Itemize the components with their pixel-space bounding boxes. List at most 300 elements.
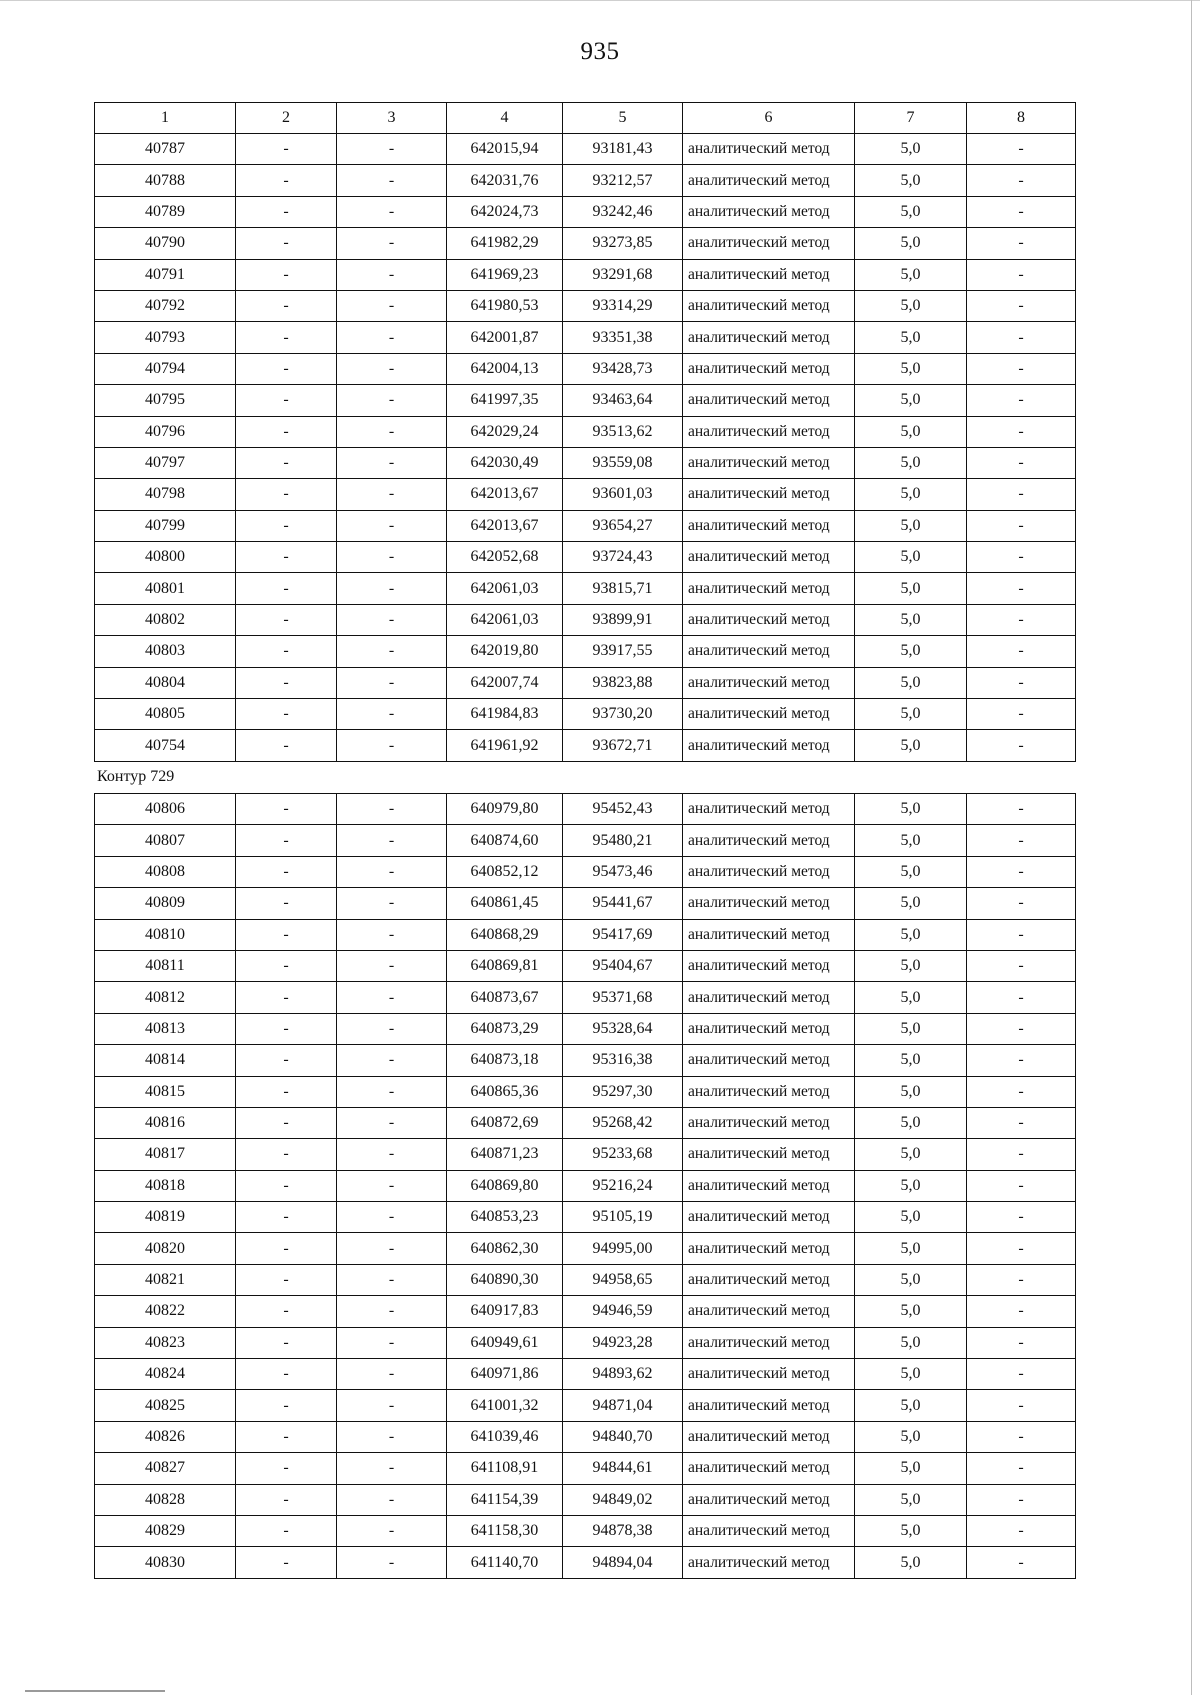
table-cell: аналитический метод bbox=[683, 353, 855, 384]
table-cell: 5,0 bbox=[855, 1264, 967, 1295]
table-row bbox=[95, 228, 1076, 259]
table-cell: 642007,74 bbox=[447, 667, 563, 698]
table-cell: 40803 bbox=[95, 636, 236, 667]
table-cell: - bbox=[337, 1233, 447, 1264]
table-cell: - bbox=[236, 1515, 337, 1546]
table-cell: 95316,38 bbox=[563, 1045, 683, 1076]
table-cell: - bbox=[967, 888, 1076, 919]
table-cell: 5,0 bbox=[855, 950, 967, 981]
table-cell: 641997,35 bbox=[447, 385, 563, 416]
table-cell: аналитический метод bbox=[683, 1390, 855, 1421]
table-cell: 40806 bbox=[95, 794, 236, 825]
table-cell: - bbox=[967, 322, 1076, 353]
table-cell: - bbox=[337, 542, 447, 573]
table-cell: 641961,92 bbox=[447, 730, 563, 761]
table-row bbox=[95, 290, 1076, 321]
table-cell: 640871,23 bbox=[447, 1139, 563, 1170]
table-cell: 5,0 bbox=[855, 1139, 967, 1170]
table-cell: 5,0 bbox=[855, 134, 967, 165]
table-cell: 640917,83 bbox=[447, 1296, 563, 1327]
table-cell: - bbox=[337, 353, 447, 384]
table-cell: 5,0 bbox=[855, 888, 967, 919]
table-cell: - bbox=[236, 1453, 337, 1484]
table-row bbox=[95, 1076, 1076, 1107]
table-cell: 5,0 bbox=[855, 1202, 967, 1233]
table-row bbox=[95, 699, 1076, 730]
table-cell: 5,0 bbox=[855, 794, 967, 825]
table-cell: - bbox=[967, 165, 1076, 196]
page-edge-top bbox=[0, 0, 1200, 1]
table-cell: 640890,30 bbox=[447, 1264, 563, 1295]
table-cell: 40815 bbox=[95, 1076, 236, 1107]
table-cell: аналитический метод bbox=[683, 636, 855, 667]
table-cell: 40813 bbox=[95, 1013, 236, 1044]
table-cell: 5,0 bbox=[855, 290, 967, 321]
table-cell: аналитический метод bbox=[683, 604, 855, 635]
table-cell: 95105,19 bbox=[563, 1202, 683, 1233]
table-cell: - bbox=[236, 1547, 337, 1578]
table-cell: - bbox=[236, 919, 337, 950]
table-cell: 642015,94 bbox=[447, 134, 563, 165]
table-cell: - bbox=[337, 888, 447, 919]
table-cell: 40788 bbox=[95, 165, 236, 196]
table-row bbox=[95, 1515, 1076, 1546]
table-row bbox=[95, 982, 1076, 1013]
table-cell: 640868,29 bbox=[447, 919, 563, 950]
table-row bbox=[95, 196, 1076, 227]
table-cell: 5,0 bbox=[855, 228, 967, 259]
table-row bbox=[95, 667, 1076, 698]
table-cell: 95452,43 bbox=[563, 794, 683, 825]
table-cell: 40817 bbox=[95, 1139, 236, 1170]
table-cell: 40796 bbox=[95, 416, 236, 447]
table-cell: - bbox=[236, 825, 337, 856]
header-cell: 7 bbox=[855, 103, 967, 134]
table-cell: 40804 bbox=[95, 667, 236, 698]
table-cell: 93559,08 bbox=[563, 447, 683, 478]
table-row bbox=[95, 416, 1076, 447]
table-cell: 95441,67 bbox=[563, 888, 683, 919]
table-cell: - bbox=[967, 950, 1076, 981]
table-cell: 642001,87 bbox=[447, 322, 563, 353]
table-cell: - bbox=[337, 510, 447, 541]
table-cell: аналитический метод bbox=[683, 479, 855, 510]
table-cell: - bbox=[337, 290, 447, 321]
table-cell: - bbox=[236, 134, 337, 165]
table-cell: - bbox=[337, 1484, 447, 1515]
table-cell: аналитический метод bbox=[683, 542, 855, 573]
table-cell: 40826 bbox=[95, 1421, 236, 1452]
table-cell: - bbox=[236, 1484, 337, 1515]
table-cell: 5,0 bbox=[855, 604, 967, 635]
table-cell: 95328,64 bbox=[563, 1013, 683, 1044]
table-cell: - bbox=[337, 856, 447, 887]
table-row bbox=[95, 134, 1076, 165]
table-cell: 40794 bbox=[95, 353, 236, 384]
table-cell: 40819 bbox=[95, 1202, 236, 1233]
table-cell: 40814 bbox=[95, 1045, 236, 1076]
table-cell: 40820 bbox=[95, 1233, 236, 1264]
table-cell: аналитический метод bbox=[683, 1359, 855, 1390]
table-cell: - bbox=[337, 1264, 447, 1295]
table-cell: 642004,13 bbox=[447, 353, 563, 384]
table-cell: аналитический метод bbox=[683, 259, 855, 290]
table-cell: 95371,68 bbox=[563, 982, 683, 1013]
table-cell: - bbox=[337, 228, 447, 259]
header-cell: 5 bbox=[563, 103, 683, 134]
table-cell: 93823,88 bbox=[563, 667, 683, 698]
table-cell: 5,0 bbox=[855, 1076, 967, 1107]
table-cell: - bbox=[967, 1264, 1076, 1295]
table-cell: 94840,70 bbox=[563, 1421, 683, 1452]
table-cell: 95233,68 bbox=[563, 1139, 683, 1170]
header-cell: 4 bbox=[447, 103, 563, 134]
table-cell: 40823 bbox=[95, 1327, 236, 1358]
table-cell: 5,0 bbox=[855, 1453, 967, 1484]
header-cell: 8 bbox=[967, 103, 1076, 134]
section-label: Контур 729 bbox=[97, 768, 175, 785]
table-cell: - bbox=[337, 1453, 447, 1484]
table-cell: аналитический метод bbox=[683, 165, 855, 196]
table-cell: 5,0 bbox=[855, 1107, 967, 1138]
table-cell: 40797 bbox=[95, 447, 236, 478]
table-cell: 642061,03 bbox=[447, 573, 563, 604]
table-cell: 95473,46 bbox=[563, 856, 683, 887]
page-number: 935 bbox=[580, 38, 620, 65]
table-cell: - bbox=[967, 730, 1076, 761]
table-cell: - bbox=[337, 667, 447, 698]
table-cell: аналитический метод bbox=[683, 385, 855, 416]
table-cell: - bbox=[337, 919, 447, 950]
table-cell: 5,0 bbox=[855, 479, 967, 510]
table-cell: 94995,00 bbox=[563, 1233, 683, 1264]
table-cell: 641039,46 bbox=[447, 1421, 563, 1452]
table-cell: 641984,83 bbox=[447, 699, 563, 730]
table-cell: 5,0 bbox=[855, 636, 967, 667]
table-cell: - bbox=[337, 825, 447, 856]
table-cell: - bbox=[236, 1202, 337, 1233]
table-cell: 94871,04 bbox=[563, 1390, 683, 1421]
table-cell: - bbox=[967, 1547, 1076, 1578]
table-cell: 40808 bbox=[95, 856, 236, 887]
table-row bbox=[95, 1327, 1076, 1358]
header-cell: 1 bbox=[95, 103, 236, 134]
table-cell: 94893,62 bbox=[563, 1359, 683, 1390]
table-cell: - bbox=[236, 1421, 337, 1452]
table-cell: 642019,80 bbox=[447, 636, 563, 667]
table-cell: 94844,61 bbox=[563, 1453, 683, 1484]
table-cell: аналитический метод bbox=[683, 667, 855, 698]
table-cell: 40787 bbox=[95, 134, 236, 165]
table-cell: - bbox=[236, 416, 337, 447]
table-cell: - bbox=[967, 196, 1076, 227]
table-cell: 94923,28 bbox=[563, 1327, 683, 1358]
table-row bbox=[95, 1390, 1076, 1421]
table-cell: 40792 bbox=[95, 290, 236, 321]
table-cell: аналитический метод bbox=[683, 1170, 855, 1201]
table-cell: - bbox=[337, 1045, 447, 1076]
table-cell: - bbox=[236, 479, 337, 510]
table-cell: аналитический метод bbox=[683, 416, 855, 447]
table-cell: аналитический метод bbox=[683, 699, 855, 730]
table-cell: 5,0 bbox=[855, 165, 967, 196]
table-cell: - bbox=[337, 699, 447, 730]
table-cell: 641154,39 bbox=[447, 1484, 563, 1515]
table-cell: аналитический метод bbox=[683, 1327, 855, 1358]
table-cell: - bbox=[967, 1170, 1076, 1201]
table-cell: - bbox=[236, 1327, 337, 1358]
table-cell: 640865,36 bbox=[447, 1076, 563, 1107]
table-cell: 40795 bbox=[95, 385, 236, 416]
table-cell: - bbox=[967, 1359, 1076, 1390]
table-cell: - bbox=[967, 1390, 1076, 1421]
table-row bbox=[95, 165, 1076, 196]
table-cell: - bbox=[337, 950, 447, 981]
table-cell: - bbox=[337, 1547, 447, 1578]
page-edge-bottom bbox=[25, 1690, 165, 1692]
table-row bbox=[95, 1045, 1076, 1076]
table-cell: 5,0 bbox=[855, 825, 967, 856]
table-cell: - bbox=[967, 982, 1076, 1013]
table-header-row bbox=[95, 103, 1076, 134]
table-cell: 640861,45 bbox=[447, 888, 563, 919]
table-cell: аналитический метод bbox=[683, 1264, 855, 1295]
table-cell: 93351,38 bbox=[563, 322, 683, 353]
table-cell: 5,0 bbox=[855, 982, 967, 1013]
table-cell: - bbox=[967, 259, 1076, 290]
table-cell: - bbox=[337, 1107, 447, 1138]
table-cell: - bbox=[967, 228, 1076, 259]
table-cell: - bbox=[967, 856, 1076, 887]
table-cell: - bbox=[337, 1327, 447, 1358]
table-cell: 40821 bbox=[95, 1264, 236, 1295]
table-cell: аналитический метод bbox=[683, 794, 855, 825]
table-cell: аналитический метод bbox=[683, 888, 855, 919]
table-cell: аналитический метод bbox=[683, 134, 855, 165]
table-cell: аналитический метод bbox=[683, 1139, 855, 1170]
table-cell: - bbox=[236, 228, 337, 259]
table-row bbox=[95, 825, 1076, 856]
table-cell: - bbox=[337, 1202, 447, 1233]
table-row bbox=[95, 1107, 1076, 1138]
table-cell: аналитический метод bbox=[683, 447, 855, 478]
table-cell: 640949,61 bbox=[447, 1327, 563, 1358]
table-cell: 93917,55 bbox=[563, 636, 683, 667]
table-cell: - bbox=[337, 196, 447, 227]
table-cell: - bbox=[967, 1076, 1076, 1107]
table-cell: 640873,29 bbox=[447, 1013, 563, 1044]
table-cell: 641980,53 bbox=[447, 290, 563, 321]
table-cell: - bbox=[236, 1359, 337, 1390]
table-row bbox=[95, 1421, 1076, 1452]
table-cell: - bbox=[236, 1233, 337, 1264]
table-cell: 642024,73 bbox=[447, 196, 563, 227]
table-cell: 94878,38 bbox=[563, 1515, 683, 1546]
table-cell: 40809 bbox=[95, 888, 236, 919]
header-cell: 6 bbox=[683, 103, 855, 134]
table-cell: - bbox=[967, 919, 1076, 950]
table-cell: 641982,29 bbox=[447, 228, 563, 259]
table-cell: - bbox=[337, 1139, 447, 1170]
table-cell: 40790 bbox=[95, 228, 236, 259]
table-row bbox=[95, 573, 1076, 604]
table-cell: 93242,46 bbox=[563, 196, 683, 227]
table-cell: - bbox=[236, 353, 337, 384]
table-cell: аналитический метод bbox=[683, 1013, 855, 1044]
table-cell: 641158,30 bbox=[447, 1515, 563, 1546]
table-cell: 641001,32 bbox=[447, 1390, 563, 1421]
table-cell: - bbox=[236, 1264, 337, 1295]
table-cell: 5,0 bbox=[855, 196, 967, 227]
table-cell: 95216,24 bbox=[563, 1170, 683, 1201]
table-cell: 642030,49 bbox=[447, 447, 563, 478]
table-cell: - bbox=[236, 290, 337, 321]
table-cell: - bbox=[967, 1013, 1076, 1044]
table-cell: аналитический метод bbox=[683, 1515, 855, 1546]
table-cell: - bbox=[337, 730, 447, 761]
table-cell: 640873,67 bbox=[447, 982, 563, 1013]
table-row bbox=[95, 259, 1076, 290]
table-cell: 95417,69 bbox=[563, 919, 683, 950]
table-row bbox=[95, 447, 1076, 478]
table-cell: 93212,57 bbox=[563, 165, 683, 196]
table-cell: 5,0 bbox=[855, 1421, 967, 1452]
table-cell: аналитический метод bbox=[683, 1076, 855, 1107]
table-cell: 40754 bbox=[95, 730, 236, 761]
table-cell: 5,0 bbox=[855, 1359, 967, 1390]
table-cell: 93724,43 bbox=[563, 542, 683, 573]
table-cell: - bbox=[337, 385, 447, 416]
table-row bbox=[95, 888, 1076, 919]
table-cell: аналитический метод bbox=[683, 1296, 855, 1327]
table-cell: 640874,60 bbox=[447, 825, 563, 856]
table-cell: 40824 bbox=[95, 1359, 236, 1390]
table-cell: - bbox=[967, 416, 1076, 447]
table-cell: 642013,67 bbox=[447, 510, 563, 541]
table-cell: 640853,23 bbox=[447, 1202, 563, 1233]
table-cell: 94849,02 bbox=[563, 1484, 683, 1515]
table-row bbox=[95, 1139, 1076, 1170]
table-cell: аналитический метод bbox=[683, 196, 855, 227]
table-cell: 95480,21 bbox=[563, 825, 683, 856]
table-row bbox=[95, 1453, 1076, 1484]
table-cell: 5,0 bbox=[855, 1233, 967, 1264]
table-cell: - bbox=[337, 1076, 447, 1107]
table-cell: аналитический метод bbox=[683, 825, 855, 856]
table-cell: 5,0 bbox=[855, 919, 967, 950]
table-row bbox=[95, 950, 1076, 981]
table-cell: 5,0 bbox=[855, 259, 967, 290]
table-cell: аналитический метод bbox=[683, 510, 855, 541]
table-cell: 5,0 bbox=[855, 1296, 967, 1327]
table-cell: - bbox=[967, 1139, 1076, 1170]
table-cell: - bbox=[236, 1045, 337, 1076]
table-cell: - bbox=[337, 1390, 447, 1421]
table-cell: 93428,73 bbox=[563, 353, 683, 384]
table-row bbox=[95, 1013, 1076, 1044]
table-row bbox=[95, 542, 1076, 573]
table-cell: 93730,20 bbox=[563, 699, 683, 730]
table-cell: - bbox=[337, 1515, 447, 1546]
table-cell: - bbox=[337, 1013, 447, 1044]
table-row bbox=[95, 1202, 1076, 1233]
table-cell: 95268,42 bbox=[563, 1107, 683, 1138]
table-cell: 95404,67 bbox=[563, 950, 683, 981]
table-cell: аналитический метод bbox=[683, 919, 855, 950]
table-cell: 642029,24 bbox=[447, 416, 563, 447]
table-cell: 93273,85 bbox=[563, 228, 683, 259]
table-cell: 640971,86 bbox=[447, 1359, 563, 1390]
table-cell: 93181,43 bbox=[563, 134, 683, 165]
table-cell: аналитический метод bbox=[683, 856, 855, 887]
table-cell: - bbox=[337, 1170, 447, 1201]
table-cell: - bbox=[967, 510, 1076, 541]
table-cell: 93601,03 bbox=[563, 479, 683, 510]
table-cell: аналитический метод bbox=[683, 1453, 855, 1484]
table-row bbox=[95, 510, 1076, 541]
table-cell: 5,0 bbox=[855, 447, 967, 478]
table-row bbox=[95, 604, 1076, 635]
table-row bbox=[95, 479, 1076, 510]
table-cell: - bbox=[337, 573, 447, 604]
table-cell: 93815,71 bbox=[563, 573, 683, 604]
table-cell: 642052,68 bbox=[447, 542, 563, 573]
table-cell: 640862,30 bbox=[447, 1233, 563, 1264]
table-cell: 5,0 bbox=[855, 322, 967, 353]
table-cell: 5,0 bbox=[855, 542, 967, 573]
table-row bbox=[95, 353, 1076, 384]
table-cell: аналитический метод bbox=[683, 1107, 855, 1138]
table-cell: - bbox=[236, 542, 337, 573]
table-cell: - bbox=[236, 794, 337, 825]
table-cell: 40801 bbox=[95, 573, 236, 604]
table-cell: - bbox=[236, 699, 337, 730]
table-cell: - bbox=[236, 667, 337, 698]
table-cell: - bbox=[236, 165, 337, 196]
table-cell: 40793 bbox=[95, 322, 236, 353]
table-row bbox=[95, 856, 1076, 887]
table-cell: 640869,81 bbox=[447, 950, 563, 981]
table-cell: аналитический метод bbox=[683, 730, 855, 761]
table-cell: - bbox=[967, 385, 1076, 416]
table-cell: 5,0 bbox=[855, 856, 967, 887]
table-cell: - bbox=[967, 573, 1076, 604]
table-cell: - bbox=[967, 1327, 1076, 1358]
table-cell: 642013,67 bbox=[447, 479, 563, 510]
table-cell: - bbox=[967, 604, 1076, 635]
table-cell: 40828 bbox=[95, 1484, 236, 1515]
table-cell: - bbox=[967, 794, 1076, 825]
table-cell: - bbox=[967, 699, 1076, 730]
table-cell: - bbox=[337, 1421, 447, 1452]
table-cell: 40810 bbox=[95, 919, 236, 950]
table-cell: 95297,30 bbox=[563, 1076, 683, 1107]
table-cell: 5,0 bbox=[855, 1045, 967, 1076]
table-cell: - bbox=[967, 479, 1076, 510]
table-cell: 40830 bbox=[95, 1547, 236, 1578]
table-cell: 93314,29 bbox=[563, 290, 683, 321]
table-cell: - bbox=[236, 573, 337, 604]
table-cell: 5,0 bbox=[855, 1170, 967, 1201]
header-cell: 2 bbox=[236, 103, 337, 134]
table-cell: аналитический метод bbox=[683, 290, 855, 321]
table-cell: - bbox=[236, 888, 337, 919]
table-row bbox=[95, 322, 1076, 353]
table-row bbox=[95, 1296, 1076, 1327]
coordinates-table-1 bbox=[94, 102, 1076, 762]
table-cell: 93463,64 bbox=[563, 385, 683, 416]
table-cell: - bbox=[967, 134, 1076, 165]
